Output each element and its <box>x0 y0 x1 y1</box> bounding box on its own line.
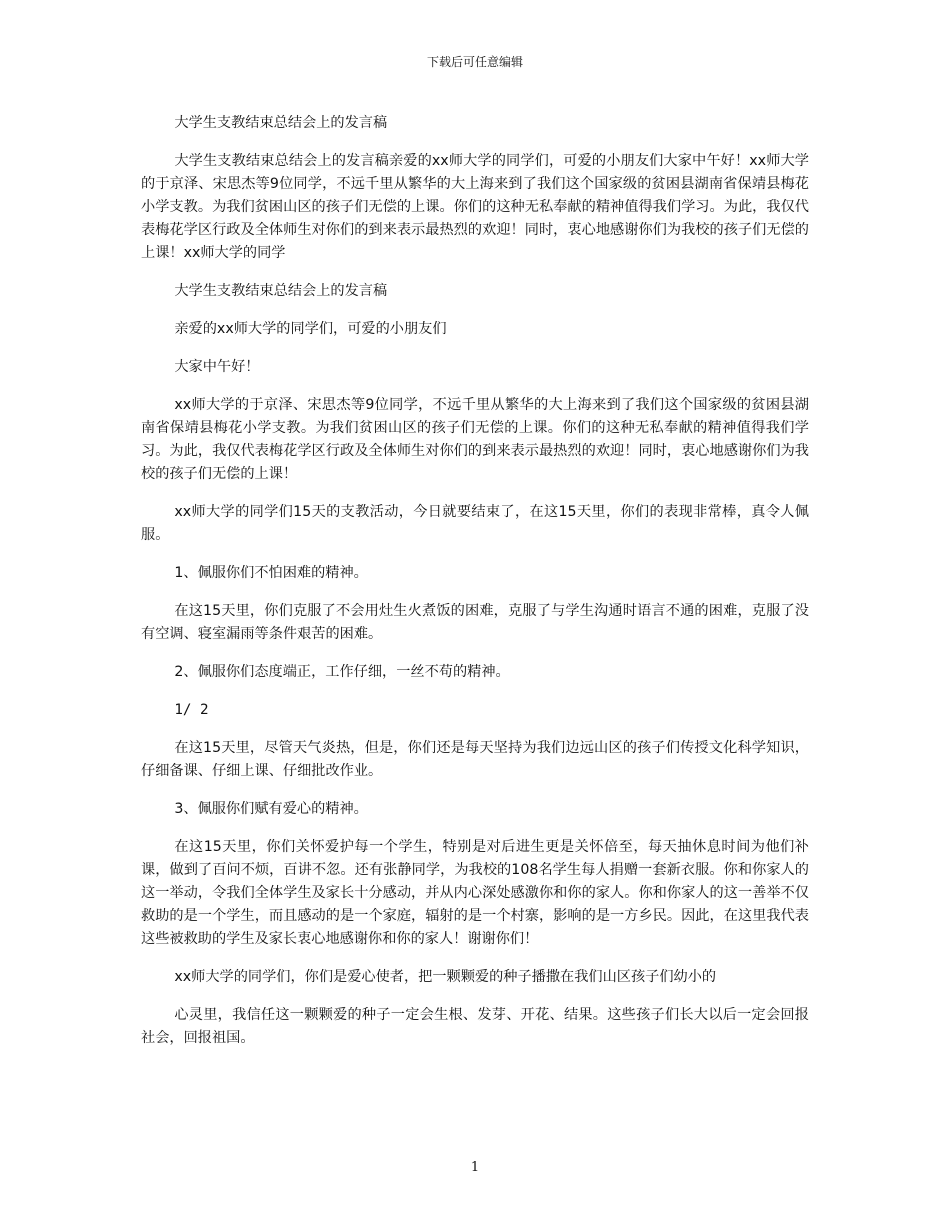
paragraph-intro: 大学生支教结束总结会上的发言稿亲爱的xx师大学的同学们，可爱的小朋友们大家中午好！xx师大学的于京泽、宋思杰等9位同学，不远千里从繁华的大上海来到了我们这个国家级的贫困县湖南省保靖县梅花小学支教。为我们贫困山区的孩子们无偿的上课。你们的这种无私奉献的精神值得我们学习。为此，我仅代表梅花学区行政及全体师生对你们的到来表示最热烈的欢迎！同时，衷心地感谢你们为我校的孩子们无偿的上课！xx师大学的同学 <box>141 153 809 261</box>
paragraph-envoys: xx师大学的同学们，你们是爱心使者，把一颗颗爱的种子播撒在我们山区孩子们幼小的 <box>174 969 717 985</box>
document-body <box>141 112 809 1065</box>
page-header: 下载后可任意编辑 <box>426 55 523 69</box>
salutation: 亲爱的xx师大学的同学们，可爱的小朋友们 <box>174 321 447 337</box>
paragraph-closing: 心灵里，我信任这一颗颗爱的种子一定会生根、发芽、开花、结果。这些孩子们长大以后一定会回报社会，回报祖国。 <box>141 1007 809 1046</box>
paragraph-point-2: 在这15天里，尽管天气炎热，但是，你们还是每天坚持为我们边远山区的孩子们传授文化科学知识，仔细备课、仔细上课、仔细批改作业。 <box>141 740 809 779</box>
paragraph-summary: xx师大学的同学们15天的支教活动，今日就要结束了，在这15天里，你们的表现非常棒，真令人佩服。 <box>141 504 809 543</box>
greeting: 大家中午好！ <box>174 359 260 375</box>
page-number: 1 <box>470 1160 480 1175</box>
inline-page-marker: 1/ 2 <box>174 702 209 718</box>
paragraph-point-3: 在这15天里，你们关怀爱护每一个学生，特别是对后进生更是关怀倍至，每天抽休息时间为他们补课，做到了百问不烦，百讲不忽。还有张静同学，为我校的108名学生每人捐赠一套新衣服。你和你家人的这一举动，令我们全体学生及家长十分感动，并从内心深处感激你和你的家人。你和你家人的这一善举不仅救助的是一个学生，而且感动的是一个家庭，辐射的是一个村寨，影响的是一方乡民。因此，在这里我代表这些被救助的学生及家长衷心地感谢你和你的家人！谢谢你们！ <box>141 839 809 947</box>
point-heading-1: 1、佩服你们不怕困难的精神。 <box>174 565 368 581</box>
document-title: 大学生支教结束总结会上的发言稿 <box>174 115 388 131</box>
point-heading-2: 2、佩服你们态度端正，工作仔细，一丝不苟的精神。 <box>174 664 510 680</box>
point-heading-3: 3、佩服你们赋有爱心的精神。 <box>174 801 368 817</box>
paragraph-point-1: 在这15天里，你们克服了不会用灶生火煮饭的困难，克服了与学生沟通时语言不通的困难，克服了没有空调、寝室漏雨等条件艰苦的困难。 <box>141 603 809 642</box>
subtitle: 大学生支教结束总结会上的发言稿 <box>174 283 388 299</box>
paragraph-welcome: xx师大学的于京泽、宋思杰等9位同学，不远千里从繁华的大上海来到了我们这个国家级的贫困县湖南省保靖县梅花小学支教。为我们贫困山区的孩子们无偿的上课。你们的这种无私奉献的精神值得我们学习。为此，我仅代表梅花学区行政及全体师生对你们的到来表示最热烈的欢迎！同时，衷心地感谢你们为我校的孩子们无偿的上课！ <box>141 397 809 482</box>
